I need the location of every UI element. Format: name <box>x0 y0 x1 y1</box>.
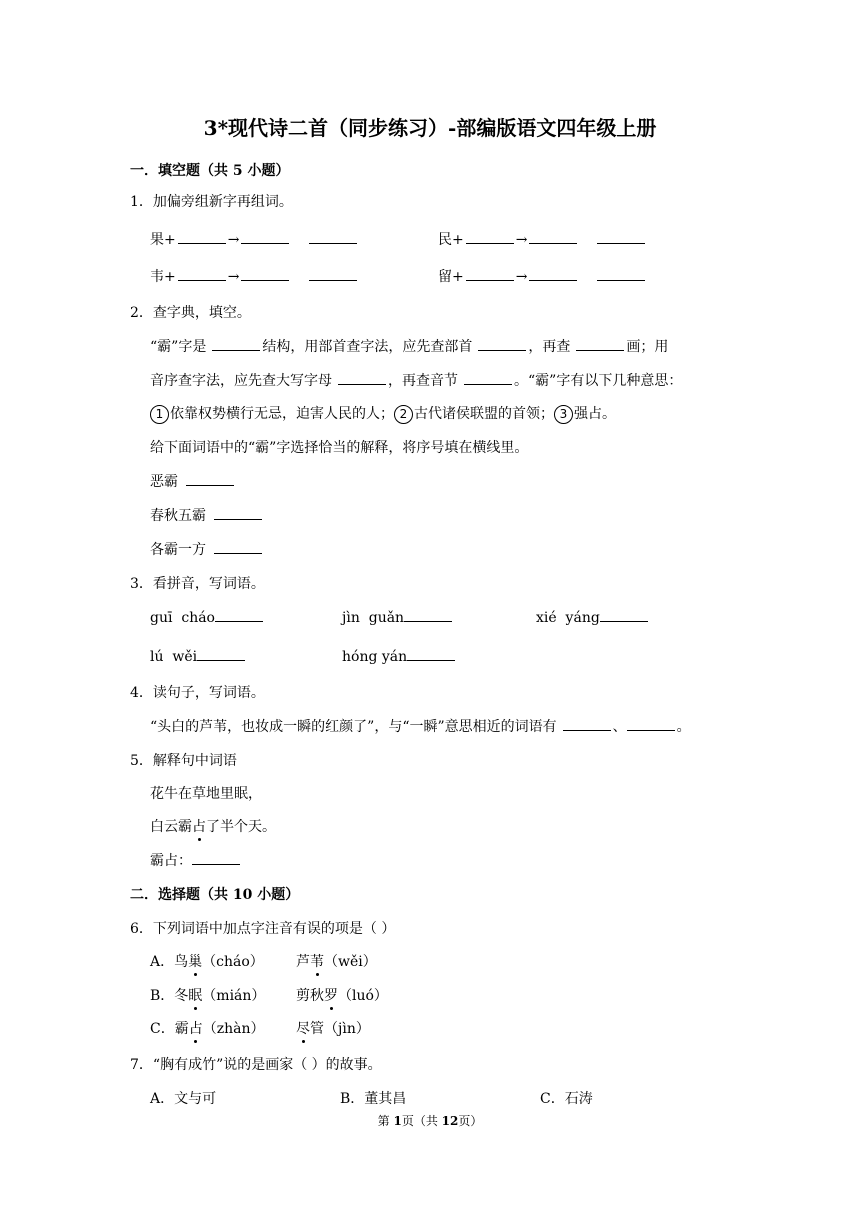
text: ，再查音节 <box>388 373 458 389</box>
text: 霸 <box>174 1021 189 1037</box>
option-letter: A． <box>150 954 175 970</box>
question-4-sentence <box>150 716 691 736</box>
meaning-text: 古代诸侯联盟的首领； <box>414 406 554 422</box>
pinyin-item-1 <box>150 609 265 626</box>
base-char: 韦+ <box>150 269 176 285</box>
answer-blank[interactable] <box>404 609 452 622</box>
page-total: 12 <box>441 1114 459 1128</box>
question-6-option-b[interactable] <box>150 985 265 1005</box>
text: 芦 <box>296 954 310 970</box>
question-2-instruction: 给下面词语中的“霸”字选择恰当的解释，将序号填在横线里。 <box>150 440 529 456</box>
text: “霸”字是 <box>150 339 207 355</box>
question-6-option-b-word-2 <box>296 985 388 1005</box>
answer-blank[interactable] <box>529 231 577 244</box>
pinyin-item-3 <box>536 609 650 626</box>
question-7-option-a[interactable]: A．文与可 <box>150 1091 217 1107</box>
answer-blank[interactable] <box>197 648 245 661</box>
text: 音序查字法，应先查大写字母 <box>150 373 332 389</box>
pinyin: （mián） <box>202 988 266 1004</box>
arrow-icon: → <box>515 269 528 285</box>
question-1-row-2-right <box>438 266 647 286</box>
emphasis-dot-char: 巢 <box>188 951 202 971</box>
text: 白云霸 <box>150 819 192 835</box>
base-char: 果+ <box>150 232 176 248</box>
question-1-row-2-left <box>150 266 359 286</box>
answer-blank[interactable] <box>597 231 645 244</box>
page-number: 1 <box>393 1114 402 1128</box>
arrow-icon: → <box>515 232 528 248</box>
answer-blank[interactable] <box>215 609 263 622</box>
poem-line-1: 花牛在草地里眠， <box>150 786 262 802</box>
question-2-line-2 <box>150 370 682 390</box>
circled-number: 3 <box>554 405 573 424</box>
answer-blank[interactable] <box>576 338 624 351</box>
period: 。 <box>676 719 691 735</box>
question-2-word-1 <box>150 471 236 491</box>
document-title: 3*现代诗二首（同步练习）-部编版语文四年级上册 <box>203 116 657 140</box>
pinyin: （jìn） <box>324 1021 370 1037</box>
emphasis-dot-char: 占 <box>189 1018 203 1038</box>
base-char: 留+ <box>438 269 464 285</box>
poem-line-2 <box>150 816 276 836</box>
question-3-stem: 3．看拼音，写词语。 <box>130 576 265 592</box>
emphasis-dot-char: 眠 <box>188 985 202 1005</box>
question-4-stem: 4．读句子，写词语。 <box>130 685 265 701</box>
answer-blank[interactable] <box>241 268 289 281</box>
answer-blank[interactable] <box>338 372 386 385</box>
answer-label: 霸占： <box>150 853 192 869</box>
page-footer <box>0 1112 860 1129</box>
emphasis-dot-char: 苇 <box>310 951 324 971</box>
answer-blank[interactable] <box>600 609 648 622</box>
pinyin: lú wěi <box>150 649 198 665</box>
answer-blank[interactable] <box>466 268 514 281</box>
circled-number: 1 <box>150 405 169 424</box>
pinyin: （luó） <box>338 988 388 1004</box>
text: 页） <box>458 1114 483 1128</box>
emphasis-dot-char: 尽 <box>296 1018 310 1038</box>
answer-blank[interactable] <box>178 231 226 244</box>
question-1-row-1-left <box>150 229 359 249</box>
word: 恶霸 <box>150 474 178 490</box>
question-2-line-1 <box>150 336 668 356</box>
question-2-word-3 <box>150 539 264 559</box>
pinyin: jìn guǎn <box>342 610 405 626</box>
text: ，再查 <box>528 339 571 355</box>
answer-blank[interactable] <box>466 231 514 244</box>
sentence-text: “头白的芦苇，也妆成一瞬的红颜了”，与“一瞬”意思相近的词语有 <box>150 719 557 735</box>
meaning-text: 依靠权势横行无忌，迫害人民的人； <box>170 406 394 422</box>
pinyin: （wěi） <box>324 954 377 970</box>
pinyin: guī cháo <box>150 610 215 626</box>
pinyin: （zhàn） <box>202 1021 265 1037</box>
answer-blank[interactable] <box>563 718 611 731</box>
pinyin-item-2 <box>342 609 454 626</box>
question-6-option-c[interactable] <box>150 1018 264 1038</box>
text: 管 <box>310 1021 324 1037</box>
answer-blank[interactable] <box>478 338 526 351</box>
text: 了半个天。 <box>206 819 276 835</box>
text: 结构，用部首查字法，应先查部首 <box>262 339 473 355</box>
answer-blank[interactable] <box>407 648 455 661</box>
pinyin: xié yáng <box>536 610 600 626</box>
question-7-option-c[interactable]: C．石涛 <box>540 1091 593 1107</box>
section-heading-fill-in: 一．填空题（共 5 小题） <box>130 163 290 179</box>
emphasis-dot-char: 罗 <box>324 985 338 1005</box>
question-7-stem: 7．“胸有成竹”说的是画家（ ）的故事。 <box>130 1057 382 1073</box>
question-2-meanings <box>150 403 616 424</box>
text: 页（共 <box>401 1114 442 1128</box>
question-6-option-a[interactable] <box>150 951 264 971</box>
question-6-stem: 6．下列词语中加点字注音有误的项是（ ） <box>130 921 396 937</box>
answer-blank[interactable] <box>192 852 240 865</box>
answer-blank[interactable] <box>214 507 262 520</box>
question-6-option-a-word-2 <box>296 951 377 971</box>
answer-blank[interactable] <box>627 718 675 731</box>
circled-number: 2 <box>394 405 413 424</box>
answer-blank[interactable] <box>212 338 260 351</box>
answer-blank[interactable] <box>214 541 262 554</box>
word: 各霸一方 <box>150 542 206 558</box>
question-6-option-c-word-2 <box>296 1018 370 1038</box>
question-2-stem: 2．查字典，填空。 <box>130 305 251 321</box>
section-heading-multiple-choice: 二．选择题（共 10 小题） <box>130 887 300 903</box>
arrow-icon: → <box>227 269 240 285</box>
pinyin-item-5 <box>342 648 457 665</box>
answer-blank[interactable] <box>186 473 234 486</box>
text: 画；用 <box>626 339 669 355</box>
text: 鸟 <box>174 954 189 970</box>
answer-blank[interactable] <box>597 268 645 281</box>
question-1-stem: 1．加偏旁组新字再组词。 <box>130 194 293 210</box>
pinyin: hóng yán <box>342 649 408 665</box>
pinyin-item-4 <box>150 648 247 665</box>
text: 。“霸”字有以下几种意思： <box>514 373 683 389</box>
question-2-word-2 <box>150 505 264 525</box>
text: 剪秋 <box>296 988 324 1004</box>
word: 春秋五霸 <box>150 508 206 524</box>
arrow-icon: → <box>227 232 240 248</box>
emphasis-dot-char: 占 <box>192 816 206 836</box>
meaning-text: 强占。 <box>574 406 616 422</box>
pinyin: （cháo） <box>202 954 264 970</box>
answer-blank[interactable] <box>241 231 289 244</box>
question-5-answer <box>150 850 242 870</box>
answer-blank[interactable] <box>309 231 357 244</box>
answer-blank[interactable] <box>309 268 357 281</box>
text: 冬 <box>174 988 189 1004</box>
separator: 、 <box>612 719 627 735</box>
option-letter: B． <box>150 988 175 1004</box>
question-1-row-1-right <box>438 229 647 249</box>
question-5-stem: 5．解释句中词语 <box>130 753 237 769</box>
answer-blank[interactable] <box>529 268 577 281</box>
answer-blank[interactable] <box>464 372 512 385</box>
base-char: 民+ <box>438 232 464 248</box>
question-7-option-b[interactable]: B．董其昌 <box>340 1091 407 1107</box>
text: 第 <box>377 1114 394 1128</box>
option-letter: C． <box>150 1021 175 1037</box>
answer-blank[interactable] <box>178 268 226 281</box>
